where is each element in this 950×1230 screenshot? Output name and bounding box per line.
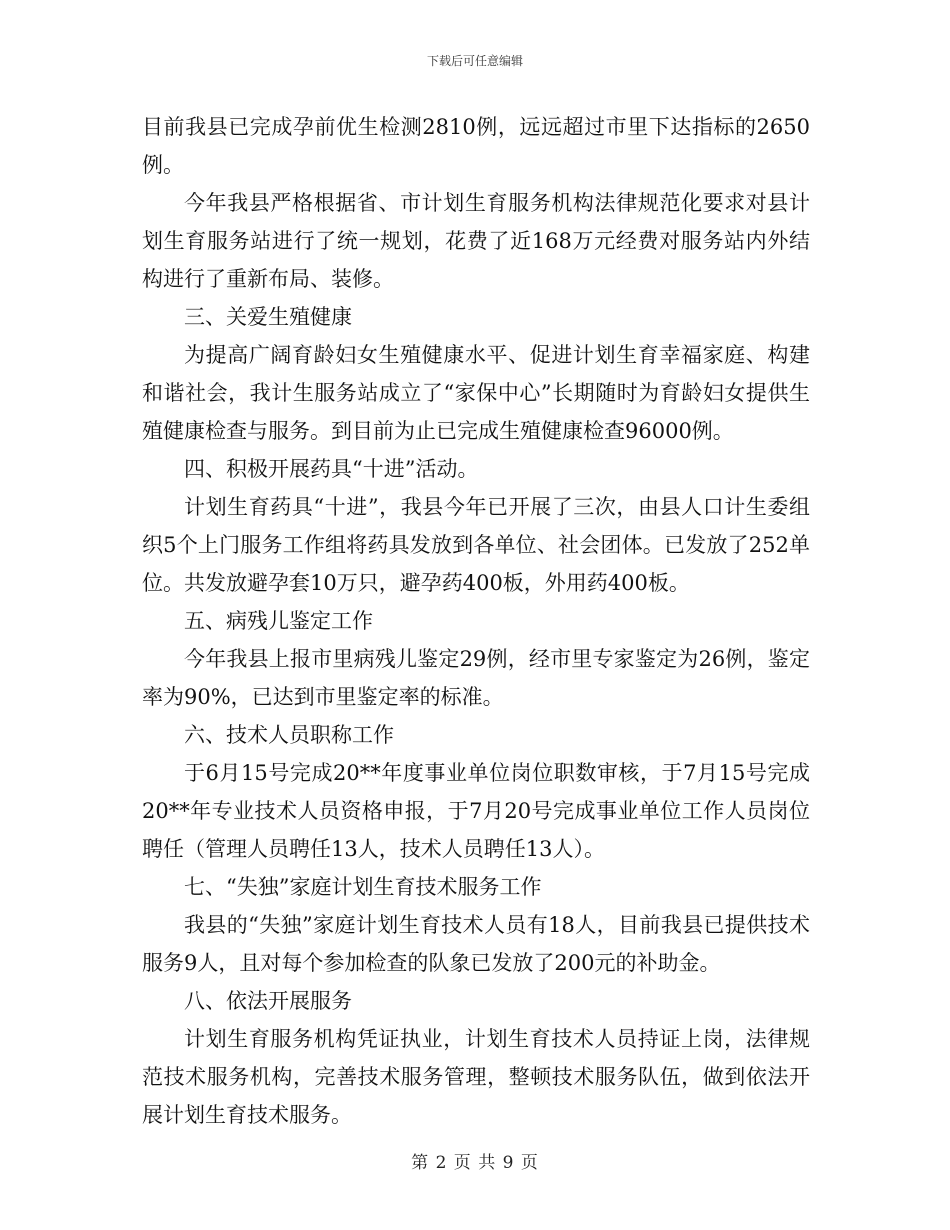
paragraph-4: 计划生育药具“十进”，我县今年已开展了三次，由县人口计生委组织5个上门服务工作组将药具发放到各单位、社会团体。已发放了252单位。共发放避孕套10万只，避孕药400板，外用药400板。 [142, 495, 810, 595]
section-heading-3: 三、关爱生殖健康 [184, 305, 352, 329]
page-number-footer: 第 2 页 共 9 页 [411, 1153, 539, 1173]
paragraph-6: 于6月15号完成20**年度事业单位岗位职数审核，于7月15号完成20**年专业技术人员资格申报，于7月20号完成事业单位工作人员岗位聘任（管理人员聘任13人，技术人员聘任13人）。 [142, 761, 810, 861]
section-heading-6: 六、技术人员职称工作 [184, 723, 394, 747]
paragraph-3: 为提高广阔育龄妇女生殖健康水平、促进计划生育幸福家庭、构建和谐社会，我计生服务站成立了“家保中心”长期随时为育龄妇女提供生殖健康检查与服务。到目前为止已完成生殖健康检查96000例。 [142, 343, 810, 443]
page-header: 下载后可任意编辑 [426, 54, 523, 68]
section-heading-5: 五、病残儿鉴定工作 [184, 609, 373, 633]
paragraph-7: 我县的“失独”家庭计划生育技术人员有18人，目前我县已提供技术服务9人，且对每个参加检查的队象已发放了200元的补助金。 [142, 913, 810, 975]
section-heading-7: 七、“失独”家庭计划生育技术服务工作 [184, 875, 542, 899]
section-heading-8: 八、依法开展服务 [184, 989, 352, 1013]
paragraph-8: 计划生育服务机构凭证执业，计划生育技术人员持证上岗，法律规范技术服务机构，完善技术服务管理，整顿技术服务队伍，做到依法开展计划生育技术服务。 [142, 1027, 810, 1127]
section-heading-4: 四、积极开展药具“十进”活动。 [184, 457, 479, 481]
paragraph-1: 目前我县已完成孕前优生检测2810例，远远超过市里下达指标的2650例。 [142, 115, 810, 177]
paragraph-2: 今年我县严格根据省、市计划生育服务机构法律规范化要求对县计划生育服务站进行了统一规划，花费了近168万元经费对服务站内外结构进行了重新布局、装修。 [142, 191, 810, 291]
paragraph-5: 今年我县上报市里病残儿鉴定29例，经市里专家鉴定为26例，鉴定率为90%，已达到市里鉴定率的标准。 [142, 647, 810, 709]
document-body [142, 108, 810, 1134]
